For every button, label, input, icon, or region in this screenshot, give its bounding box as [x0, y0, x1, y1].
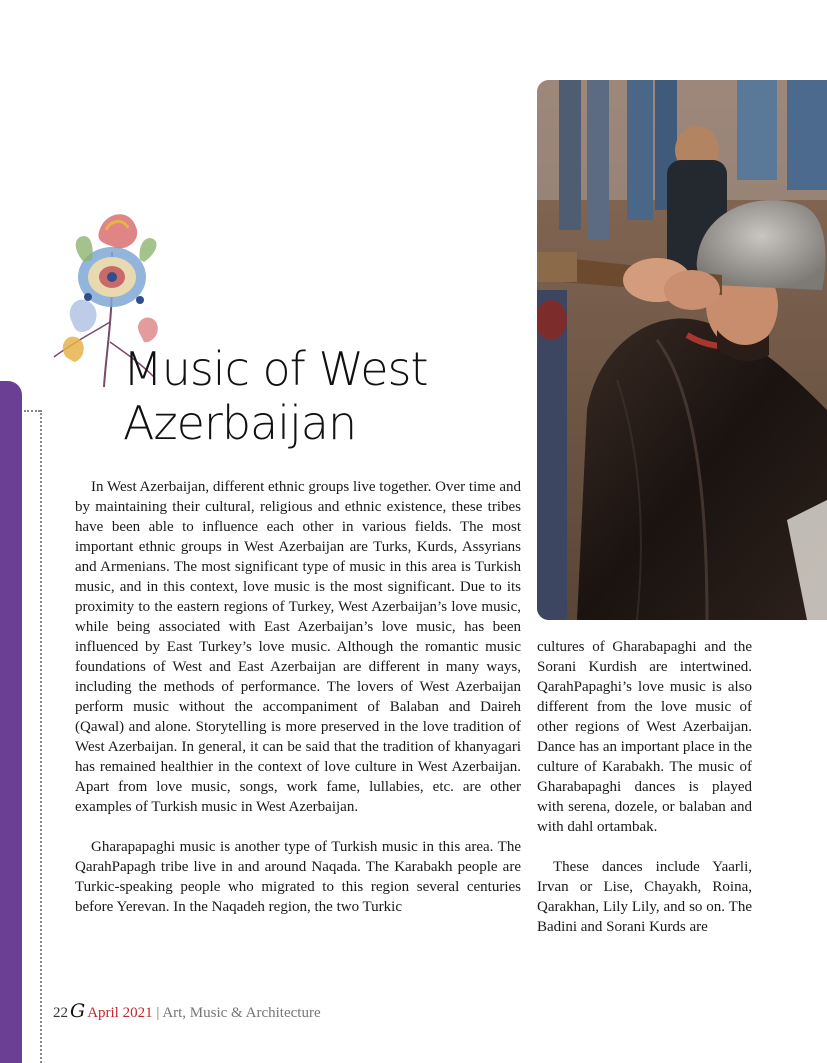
page-number: 22 [53, 1005, 68, 1021]
section-name: Art, Music & Architecture [162, 1005, 321, 1021]
left-column [75, 477, 521, 917]
magazine-logo-icon: G [70, 1000, 86, 1022]
paragraph: In West Azerbaijan, different ethnic groups live together. Over time and by maintaining their cultural, religious and ethnic existence, these tribes have been able to influence each other in various fields. The most important ethnic groups in West Azerbaijan are Turks, Kurds, Assyrians and Armenians. The most significant type of music in this area is Turkish music, and in this context, love music is the most significant. Due to its proximity to the eastern regions of Turkey, West Azerbaijan’s love music, while being associated with East Azerbaijan’s love music, has been influenced by East Turkey’s love music. Although the romantic music foundations of West and East Azerbaijan are different in many ways, including the methods of performance. The lovers of West Azerbaijan perform music without the accompaniment of Balaban and Daireh (Qawal) and alone. Storytelling is more preserved in the love tradition of West Azerbaijan. In general, it can be said that the tradition of khanyagari has remained healthier in the context of love culture in West Azerbaijan. Apart from love music, songs, work fame, lullabies, etc. are other examples of Turkish music in West Azerbaijan. [75, 479, 521, 815]
dotted-margin-line [40, 410, 42, 1063]
musician-playing-balaban-photo [537, 80, 827, 620]
article-title [123, 342, 523, 450]
paragraph: cultures of Gharabapaghi and the Sorani Kurdish are intertwined. QarahPapaghi’s love music is also different from the love music of other regions of West Azerbaijan. Dance has an important place in the culture of Karabakh. The music of Gharabapaghi dances is played with serena, dozele, or balaban and with dahl ortambak. [537, 639, 752, 835]
paragraph: Gharapapaghi music is another type of Turkish music in this area. The QarahPapagh tribe live in and around Naqada. The Karabakh people are Turkic-speaking people who migrated to this region several centuries before Yerevan. In the Naqadeh region, the two Turkic [75, 839, 521, 915]
article-title-line2: Azerbaijan [123, 396, 357, 450]
right-column [537, 637, 752, 937]
article-title-line1: Music of West [123, 342, 428, 396]
issue-date: April 2021 [87, 1005, 153, 1021]
footer-separator: | [156, 1005, 160, 1021]
left-purple-bar [0, 381, 22, 1063]
dotted-margin-cap [24, 410, 40, 412]
paragraph: These dances include Yaarli, Irvan or Lise, Chayakh, Roina, Qarakhan, Lily Lily, and so on. The Badini and Sorani Kurds are [537, 859, 752, 935]
page-footer [53, 1001, 321, 1023]
